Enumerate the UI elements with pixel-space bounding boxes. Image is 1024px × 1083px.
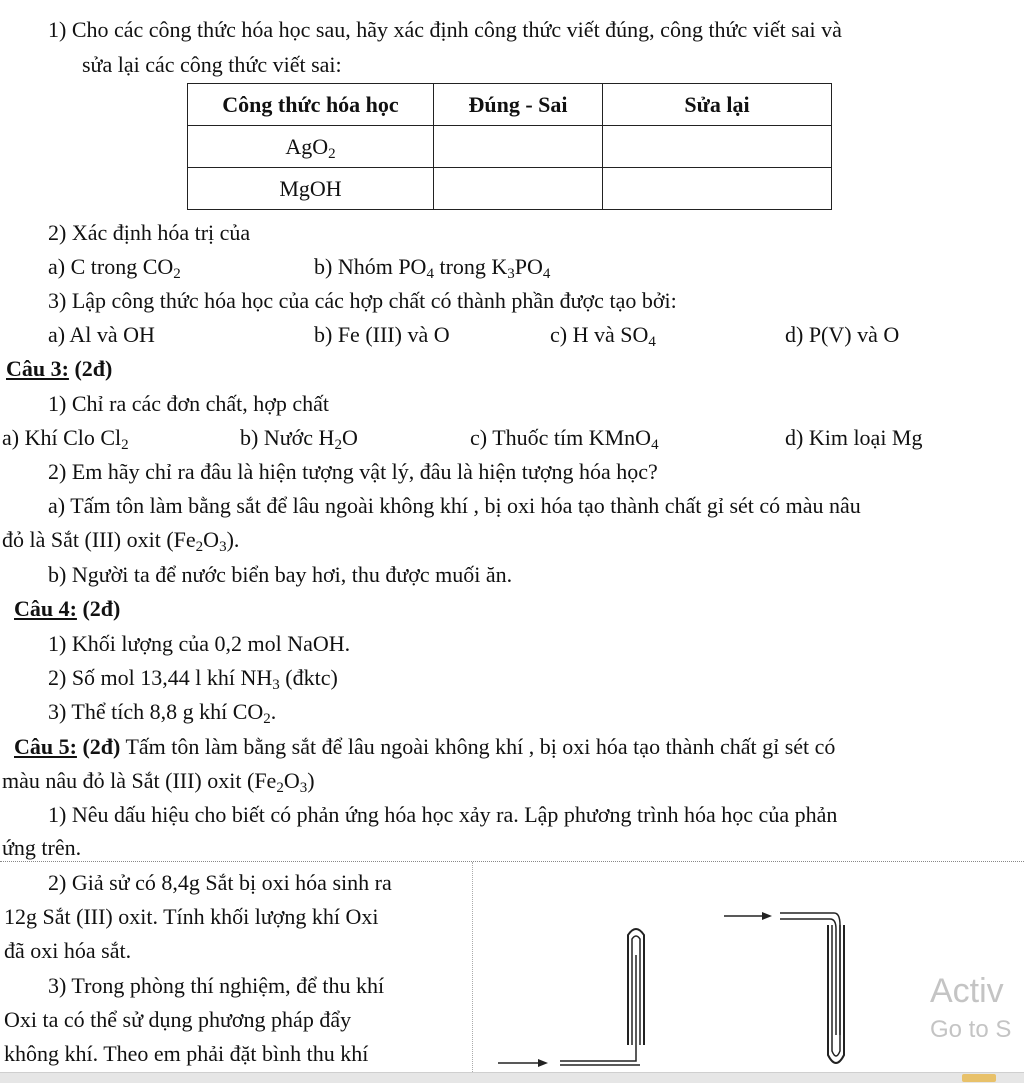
q1-item3: 3) Lập công thức hóa học của các hợp chất có thành phần được tạo bởi: xyxy=(48,288,677,313)
left-delivery-tube xyxy=(560,955,636,1061)
header-formula: Công thức hóa học xyxy=(188,84,434,126)
answer-cell xyxy=(434,126,603,168)
q1-item2a: a) C trong $CO_2$ xyxy=(48,254,181,282)
q5-intro-line2: màu nâu đỏ là Sắt (III) oxit $(Fe_2O_3)$ xyxy=(2,768,315,796)
arrow-head-icon xyxy=(538,1059,548,1067)
q3-item2a-line2: đỏ là Sắt (III) oxit $(Fe_2O_3)$. xyxy=(2,527,240,555)
text-box-border-right xyxy=(472,862,473,1082)
scroll-thumb[interactable] xyxy=(962,1074,996,1082)
q3-item2b: b) Người ta để nước biển bay hơi, thu được muối ăn. xyxy=(48,562,513,587)
gas-collection-diagram xyxy=(490,895,870,1071)
q5-item1-line1: 1) Nêu dấu hiệu cho biết có phản ứng hóa học xảy ra. Lập phương trình hóa học của phản xyxy=(48,802,838,827)
arrow-head-icon xyxy=(762,912,772,920)
table-row xyxy=(188,168,832,210)
q4-item3: 3) Thể tích 8,8 g khí $CO_2$. xyxy=(48,699,277,727)
activate-watermark-title: Activ xyxy=(930,972,1004,1010)
activate-watermark-subtitle: Go to S xyxy=(930,1016,1012,1043)
header-correct-wrong: Đúng - Sai xyxy=(434,84,603,126)
q3-d: d) Kim loại Mg xyxy=(785,425,923,450)
text-box-border-top xyxy=(0,861,1024,862)
q3-item2: 2) Em hãy chỉ ra đâu là hiện tượng vật lý, đâu là hiện tượng hóa học? xyxy=(48,459,658,484)
q3-c: c) Thuốc tím KMnO$_4$ xyxy=(470,425,659,453)
q5-item2-line1: 2) Giả sử có 8,4g Sắt bị oxi hóa sinh ra xyxy=(48,870,392,895)
formula-cell: AgO$_2$ xyxy=(188,126,434,168)
q3-item2a-line1: a) Tấm tôn làm bằng sắt để lâu ngoài không khí , bị oxi hóa tạo thành chất gỉ sét có màu nâu xyxy=(48,493,861,518)
q1-item1-line2: sửa lại các công thức viết sai: xyxy=(82,52,342,77)
right-delivery-tube xyxy=(780,913,840,1035)
q4-item2: 2) Số mol 13,44 l khí $NH_3$ (đktc) xyxy=(48,665,338,693)
q3-a: a) Khí Clo $Cl_2$ xyxy=(2,425,129,453)
table-header-row xyxy=(188,84,832,126)
q4-heading: Câu 4: (2đ) xyxy=(14,596,121,621)
fix-cell xyxy=(603,168,832,210)
q1-item3c: c) H và $SO_4$ xyxy=(550,322,656,350)
q5-item2-line3: đã oxi hóa sắt. xyxy=(4,938,132,963)
q1-item3a: a) Al và OH xyxy=(48,322,155,347)
q1-item3d: d) P(V) và O xyxy=(785,322,900,347)
header-fix: Sửa lại xyxy=(603,84,832,126)
q1-item3b: b) Fe (III) và O xyxy=(314,322,450,347)
q3-item1: 1) Chỉ ra các đơn chất, hợp chất xyxy=(48,391,330,416)
q4-item1: 1) Khối lượng của 0,2 mol NaOH. xyxy=(48,631,351,656)
q5-item1-line2: ứng trên. xyxy=(2,835,82,860)
fix-cell xyxy=(603,126,832,168)
q3-heading: Câu 3: (2đ) xyxy=(6,356,113,381)
q5-item3-line2: Oxi ta có thể sử dụng phương pháp đẩy xyxy=(4,1007,352,1032)
answer-cell xyxy=(434,168,603,210)
q1-item2b: b) Nhóm $PO_4$ trong $K_3PO_4$ xyxy=(314,254,551,282)
q1-item1-line1: 1) Cho các công thức hóa học sau, hãy xác định công thức viết đúng, công thức viết sai và xyxy=(48,17,842,42)
q5-item3-line1: 3) Trong phòng thí nghiệm, để thu khí xyxy=(48,973,385,998)
bottom-scrollbar[interactable] xyxy=(0,1072,1024,1083)
q5-intro-line1: Câu 5: (2đ) Tấm tôn làm bằng sắt để lâu ngoài không khí , bị oxi hóa tạo thành chất gỉ sét có xyxy=(14,734,836,759)
formula-cell: MgOH xyxy=(188,168,434,210)
q5-item2-line2: 12g Sắt (III) oxit. Tính khối lượng khí Oxi xyxy=(4,904,379,929)
q5-item3-line3: không khí. Theo em phải đặt bình thu khí xyxy=(4,1041,369,1066)
formula-table xyxy=(187,83,832,210)
table-row xyxy=(188,126,832,168)
q1-item2: 2) Xác định hóa trị của xyxy=(48,220,251,245)
q3-b: b) Nước $H_2O$ xyxy=(240,425,358,453)
